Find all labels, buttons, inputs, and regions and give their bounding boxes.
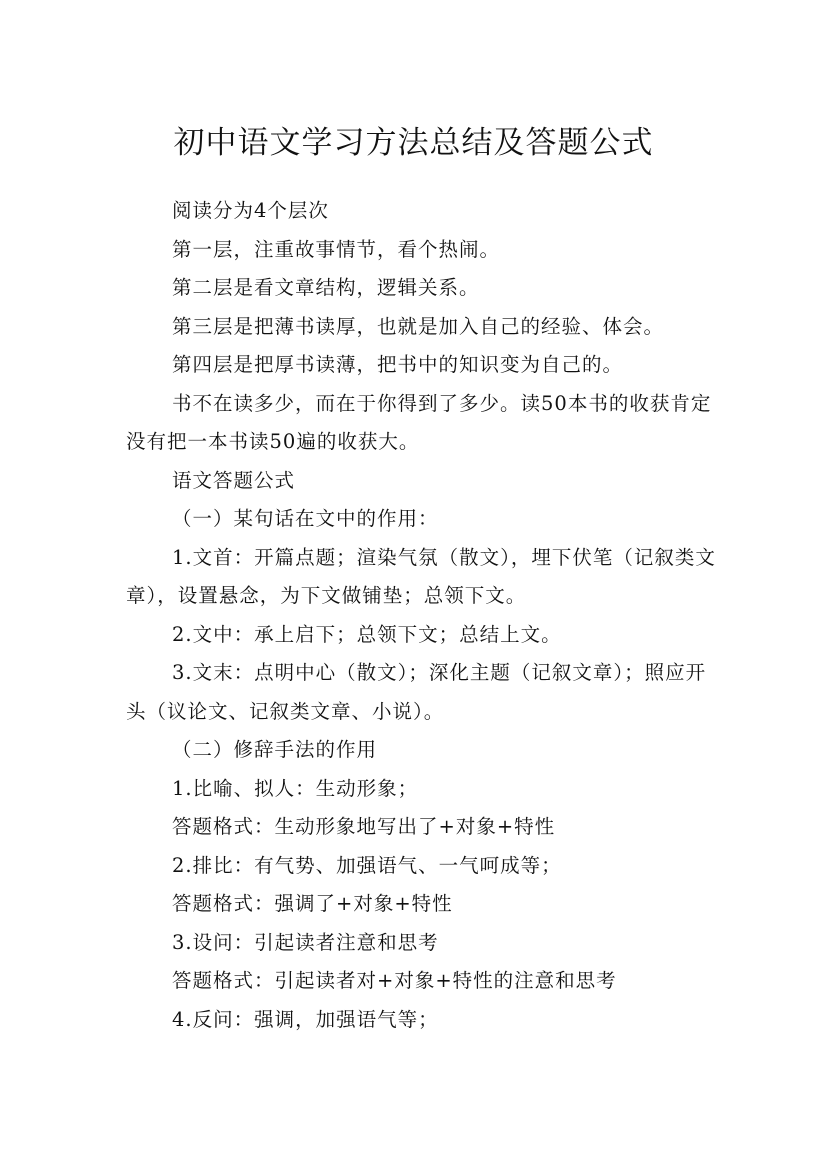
subsection-heading: （二）修辞手法的作用	[172, 738, 378, 761]
paragraph: 第二层是看文章结构，逻辑关系。	[172, 276, 480, 299]
paragraph: 3.文末：点明中心（散文）；深化主题（记叙文章）；照应开头（议论文、记叙类文章、小说）。	[126, 661, 707, 723]
paragraph: 2.文中：承上启下；总领下文；总结上文。	[172, 622, 562, 646]
subsection-heading: （一）某句话在文中的作用：	[172, 507, 439, 530]
paragraph: 阅读分为4个层次	[172, 199, 329, 222]
paragraph: 答题格式：引起读者对+对象+特性的注意和思考	[172, 969, 617, 992]
paragraph: 答题格式：强调了+对象+特性	[172, 892, 453, 915]
paragraph: 书不在读多少，而在于你得到了多少。读50本书的收获肯定没有把一本书读50遍的收获大。	[126, 391, 712, 453]
paragraph: 3.设问：引起读者注意和思考	[172, 930, 439, 954]
paragraph: 第三层是把薄书读厚，也就是加入自己的经验、体会。	[172, 314, 665, 338]
paragraph: 答题格式：生动形象地写出了+对象+特性	[172, 815, 556, 838]
paragraph: 1.比喻、拟人：生动形象；	[172, 776, 419, 800]
section-heading: 语文答题公式	[172, 468, 296, 492]
paragraph: 第四层是把厚书读薄，把书中的知识变为自己的。	[172, 353, 624, 376]
document-title: 初中语文学习方法总结及答题公式	[173, 124, 654, 161]
paragraph: 2.排比：有气势、加强语气、一气呵成等；	[172, 853, 562, 877]
paragraph: 4.反问：强调，加强语气等；	[172, 1007, 439, 1031]
paragraph: 1.文首：开篇点题；渲染气氛（散文），埋下伏笔（记叙类文章），设置悬念，为下文做铺垫；总领下文。	[126, 545, 716, 607]
document-body	[126, 192, 716, 1039]
paragraph: 第一层，注重故事情节，看个热闹。	[172, 237, 501, 261]
